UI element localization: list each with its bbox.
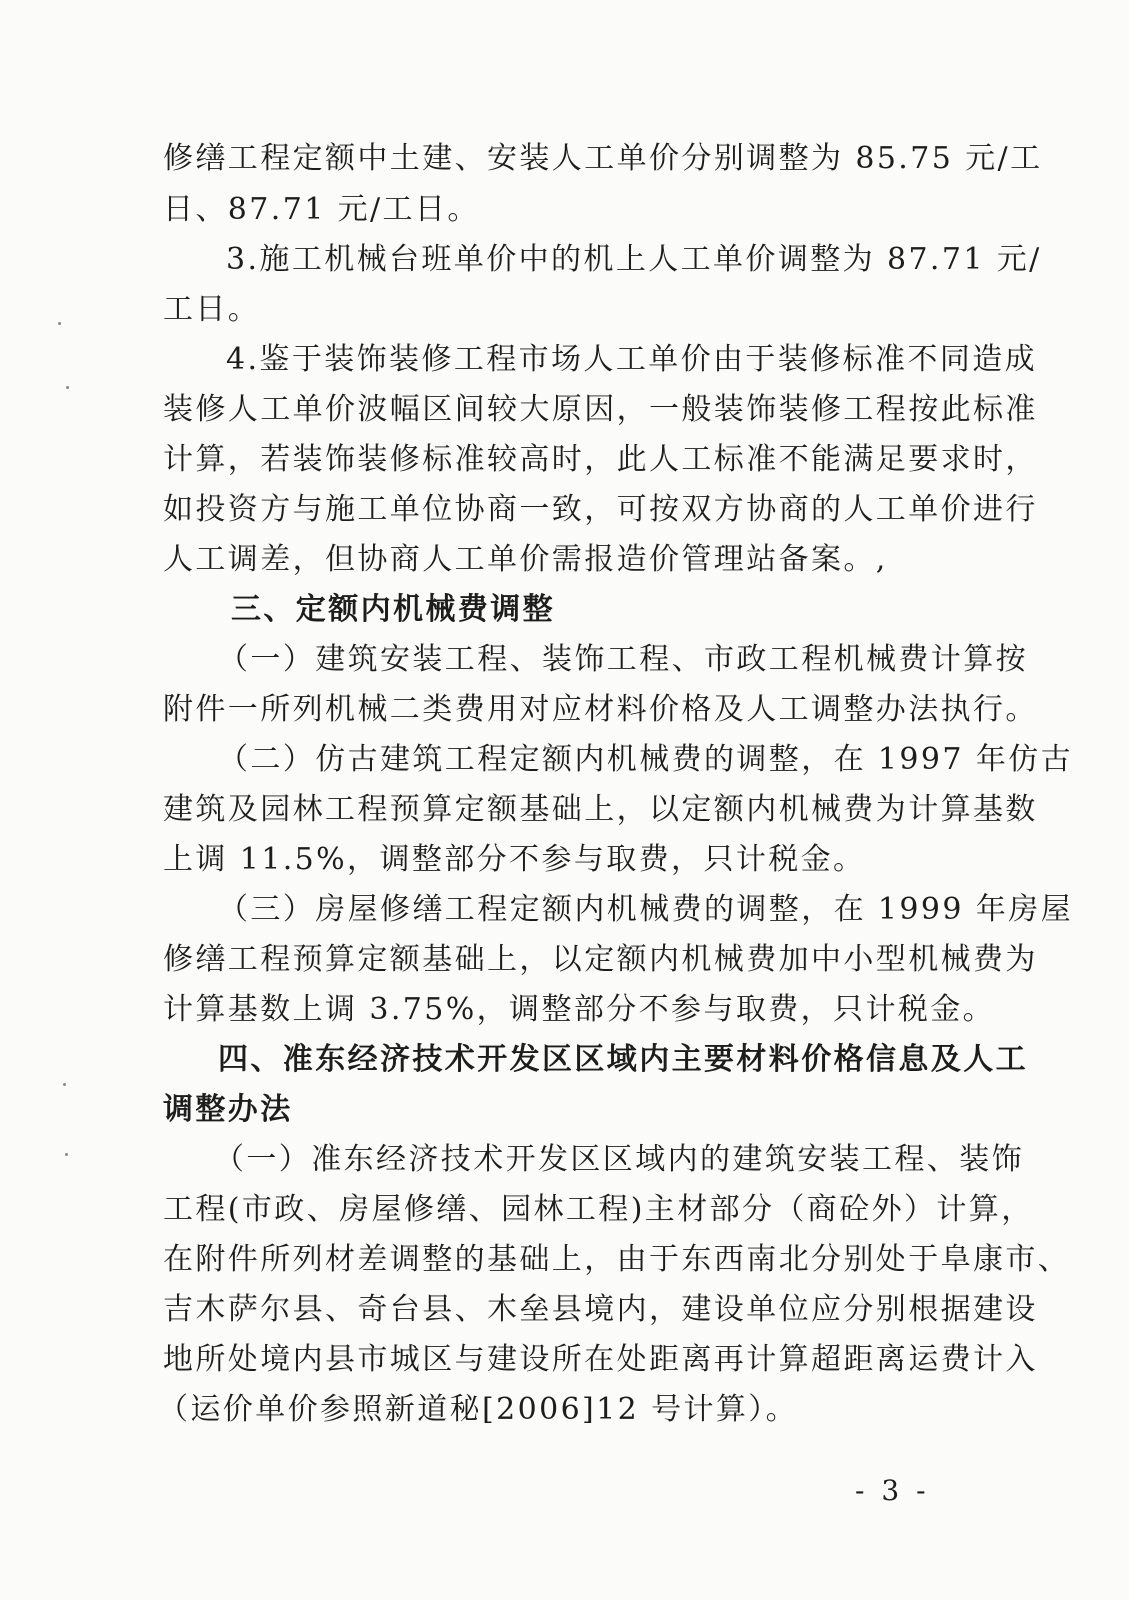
body-line: 在附件所列材差调整的基础上，由于东西南北分别处于阜康市、 [163, 1242, 1071, 1277]
body-line: 建筑及园林工程预算定额基础上，以定额内机械费为计算基数 [163, 792, 1038, 827]
body-line: 附件一所列机械二类费用对应材料价格及人工调整办法执行。 [163, 692, 1038, 727]
body-line: 3.施工机械台班单价中的机上人工单价调整为 87.71 元/ [226, 242, 1042, 277]
scan-speck [58, 322, 61, 325]
body-line: 计算基数上调 3.75%，调整部分不参与取费，只计税金。 [163, 992, 996, 1027]
body-line: 工日。 [163, 292, 261, 327]
body-line: 如投资方与施工单位协商一致，可按双方协商的人工单价进行 [163, 492, 1038, 527]
body-line: 人工调差，但协商人工单价需报造价管理站备案。, [163, 542, 888, 577]
scan-speck [63, 1083, 66, 1086]
body-line: 上调 11.5%，调整部分不参与取费，只计税金。 [163, 842, 866, 877]
body-line: 日、87.71 元/工日。 [163, 192, 480, 227]
body-line: 地所处境内县市城区与建设所在处距离再计算超距离运费计入 [163, 1342, 1038, 1377]
body-line: （一）建筑安装工程、装饰工程、市政工程机械费计算按 [218, 642, 1028, 677]
body-line: 修缮工程预算定额基础上，以定额内机械费加中小型机械费为 [163, 942, 1038, 977]
scan-speck [65, 1153, 68, 1156]
section-heading-4: 四、准东经济技术开发区区域内主要材料价格信息及人工 [218, 1042, 1028, 1077]
body-line: （三）房屋修缮工程定额内机械费的调整，在 1999 年房屋 [218, 892, 1074, 927]
body-line: 4.鉴于装饰装修工程市场人工单价由于装修标准不同造成 [226, 342, 1038, 377]
body-line: （二）仿古建筑工程定额内机械费的调整，在 1997 年仿古 [218, 742, 1074, 777]
scan-speck [66, 386, 69, 389]
body-line: 计算，若装饰装修标准较高时，此人工标准不能满足要求时， [163, 442, 1038, 477]
section-heading-3: 三、定额内机械费调整 [231, 592, 555, 627]
section-heading-4-cont: 调整办法 [163, 1092, 293, 1127]
page-number: - 3 - [855, 1474, 930, 1507]
body-line: （一）准东经济技术开发区区域内的建筑安装工程、装饰 [214, 1142, 1024, 1177]
body-line: 工程(市政、房屋修缮、园林工程)主材部分（商砼外）计算， [163, 1192, 1034, 1227]
body-line: 吉木萨尔县、奇台县、木垒县境内，建设单位应分别根据建设 [163, 1292, 1038, 1327]
body-line: （运价单价参照新道秘[2006]12 号计算）。 [158, 1392, 799, 1427]
body-line: 修缮工程定额中土建、安装人工单价分别调整为 85.75 元/工 [163, 141, 1043, 176]
body-line: 装修人工单价波幅区间较大原因，一般装饰装修工程按此标准 [163, 392, 1038, 427]
